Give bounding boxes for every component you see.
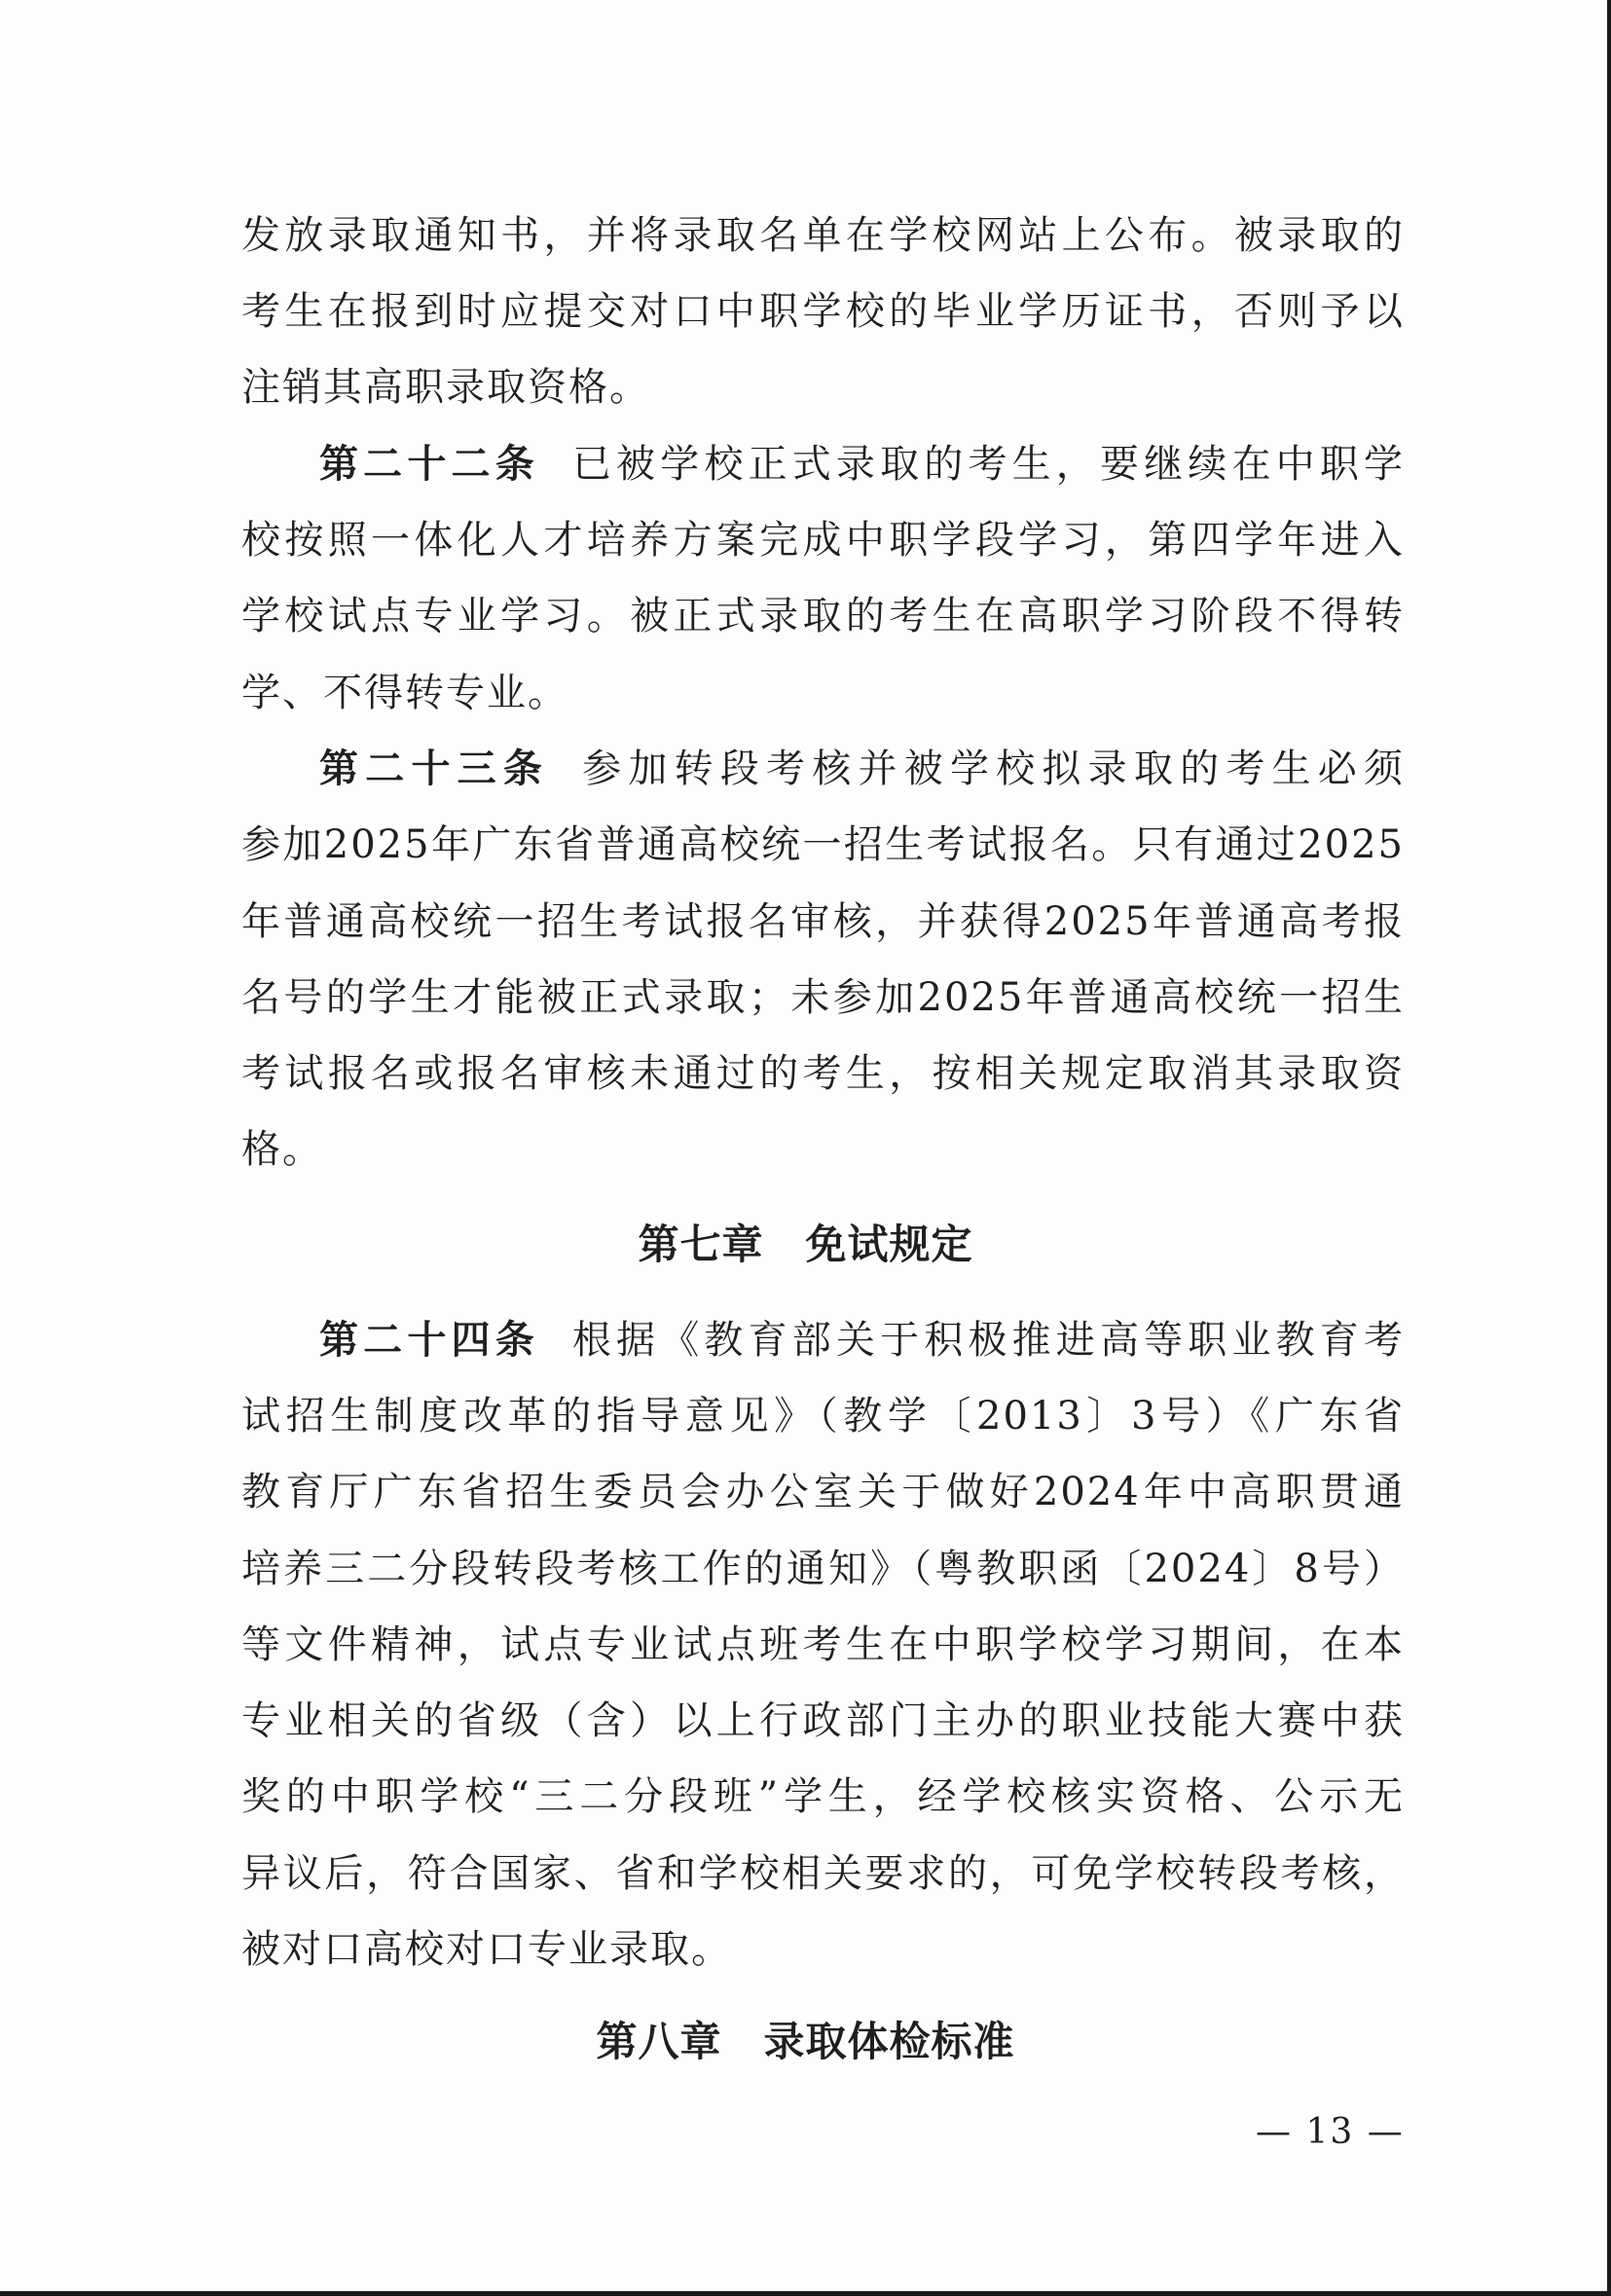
article-23-line-4: 名号的学生才能被正式录取；未参加2025年普通高校统一招生 (241, 975, 1405, 1020)
article-22-line-1: 已被学校正式录取的考生，要继续在中职学 (571, 442, 1406, 487)
article-24-line-1: 根据《教育部关于积极推进高等职业教育考 (571, 1318, 1406, 1363)
page-number: — 13 — (1256, 2112, 1405, 2152)
paragraph-1-line-3: 注销其高职录取资格。 (241, 365, 650, 410)
paragraph-1-line-1: 发放录取通知书，并将录取名单在学校网站上公布。被录取的 (241, 213, 1405, 258)
article-24-line-3: 教育厅广东省招生委员会办公室关于做好2024年中高职贯通 (241, 1470, 1405, 1514)
article-24-title: 第二十四条 (319, 1318, 539, 1363)
article-24-line-9: 被对口高校对口专业录取。 (241, 1927, 732, 1972)
article-23-line-2: 参加2025年广东省普通高校统一招生考试报名。只有通过2025 (241, 822, 1405, 867)
article-22-title: 第二十二条 (319, 442, 539, 487)
article-22-first-line (319, 442, 1406, 487)
chapter-8-heading: 第八章 录取体检标准 (596, 2018, 1015, 2065)
article-24-line-6: 专业相关的省级（含）以上行政部门主办的职业技能大赛中获 (241, 1698, 1405, 1743)
article-24-line-7: 奖的中职学校“三二分段班”学生，经学校核实资格、公示无 (241, 1774, 1405, 1819)
article-23-line-5: 考试报名或报名审核未通过的考生，按相关规定取消其录取资 (241, 1051, 1405, 1096)
article-23-title: 第二十三条 (319, 747, 550, 791)
article-22-line-3: 学校试点专业学习。被正式录取的考生在高职学习阶段不得转 (241, 594, 1405, 638)
article-23-line-6: 格。 (241, 1127, 323, 1172)
article-24-line-4: 培养三二分段转段考核工作的通知》（粤教职函〔2024〕8号） (241, 1547, 1405, 1591)
scan-edge-bottom (0, 2291, 1611, 2296)
article-24-line-5: 等文件精神，试点专业试点班考生在中职学校学习期间，在本 (241, 1622, 1405, 1667)
paragraph-1-line-2: 考生在报到时应提交对口中职学校的毕业学历证书，否则予以 (241, 289, 1405, 334)
article-23-first-line (319, 747, 1406, 791)
article-24-line-8: 异议后，符合国家、省和学校相关要求的，可免学校转段考核， (241, 1851, 1405, 1896)
scan-edge-right (1607, 0, 1611, 2296)
article-24-first-line (319, 1318, 1406, 1363)
chapter-7-heading: 第七章 免试规定 (638, 1221, 973, 1268)
article-22-line-2: 校按照一体化人才培养方案完成中职学段学习，第四学年进入 (241, 518, 1405, 563)
article-22-line-4: 学、不得转专业。 (241, 671, 568, 715)
article-23-line-3: 年普通高校统一招生考试报名审核，并获得2025年普通高考报 (241, 899, 1405, 944)
article-23-line-1: 参加转段考核并被学校拟录取的考生必须 (582, 747, 1406, 791)
article-24-line-2: 试招生制度改革的指导意见》（教学〔2013〕3号）《广东省 (241, 1394, 1405, 1439)
